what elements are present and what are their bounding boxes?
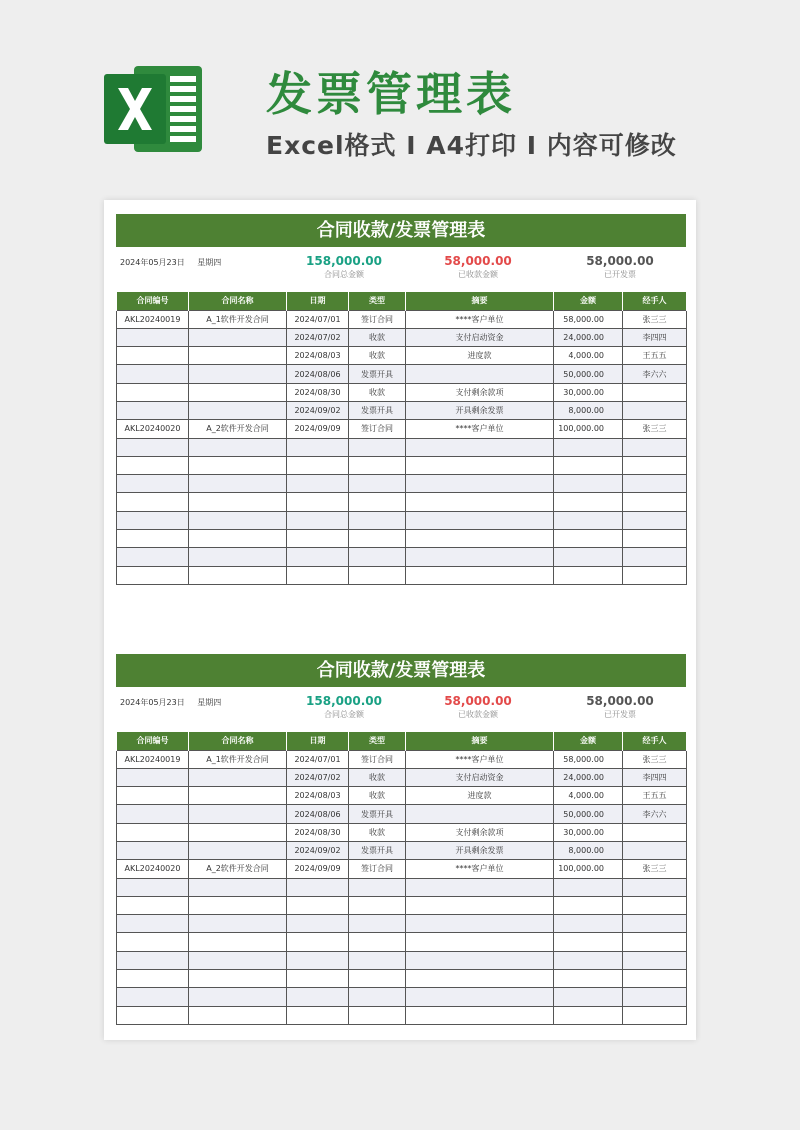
cell-type[interactable]	[349, 511, 406, 529]
cell-contract-name[interactable]: A_2软件开发合同	[189, 420, 287, 438]
table-row	[117, 347, 687, 365]
invoice-table	[116, 292, 687, 585]
cell-type[interactable]	[349, 530, 406, 548]
column-header-summary: 摘要	[406, 732, 554, 750]
table-row	[117, 383, 687, 401]
cell-amount[interactable]	[554, 988, 623, 1006]
cell-date[interactable]: 2024/07/02	[287, 328, 349, 346]
cell-type[interactable]: 签订合同	[349, 860, 406, 878]
cell-date[interactable]: 2024/09/09	[287, 420, 349, 438]
table-row	[117, 841, 687, 859]
cell-contract-name[interactable]	[189, 970, 287, 988]
table-row	[117, 787, 687, 805]
table-header-row	[117, 732, 687, 750]
cell-amount[interactable]	[554, 548, 623, 566]
cell-date[interactable]: 2024/07/01	[287, 310, 349, 328]
stat-value: 158,000.00	[306, 254, 382, 268]
cell-summary[interactable]: 开具剩余发票	[406, 401, 554, 419]
stat-value: 58,000.00	[444, 694, 512, 708]
cell-summary[interactable]	[406, 915, 554, 933]
cell-date[interactable]: 2024/07/01	[287, 750, 349, 768]
cell-amount[interactable]: 58,000.00	[554, 310, 623, 328]
cell-contract-name[interactable]	[189, 988, 287, 1006]
table-row	[117, 420, 687, 438]
cell-contract-name[interactable]	[189, 933, 287, 951]
cell-summary[interactable]	[406, 548, 554, 566]
table-row	[117, 548, 687, 566]
table-row	[117, 896, 687, 914]
stat-received	[428, 254, 528, 280]
cell-contract-no[interactable]	[117, 988, 189, 1006]
cell-type[interactable]	[349, 438, 406, 456]
cell-date[interactable]	[287, 511, 349, 529]
cell-type[interactable]	[349, 566, 406, 584]
date-text: 2024年05月23日	[120, 698, 185, 707]
table-row	[117, 933, 687, 951]
cell-contract-name[interactable]	[189, 347, 287, 365]
cell-contract-no[interactable]	[117, 933, 189, 951]
page-subtitle: Excel格式 I A4打印 I 内容可修改	[266, 131, 677, 160]
cell-handler[interactable]: 李六六	[623, 365, 687, 383]
cell-date[interactable]: 2024/09/02	[287, 401, 349, 419]
table-row	[117, 328, 687, 346]
cell-type[interactable]	[349, 548, 406, 566]
column-header-contract-no: 合同编号	[117, 292, 189, 310]
cell-amount[interactable]	[554, 951, 623, 969]
cell-handler[interactable]: 张三三	[623, 750, 687, 768]
cell-amount[interactable]: 50,000.00	[554, 805, 623, 823]
cell-handler[interactable]	[623, 823, 687, 841]
cell-date[interactable]: 2024/08/06	[287, 365, 349, 383]
invoice-table	[116, 732, 687, 1025]
cell-contract-no[interactable]	[117, 1006, 189, 1024]
stat-value: 58,000.00	[586, 694, 654, 708]
cell-handler[interactable]	[623, 548, 687, 566]
cell-handler[interactable]: 李四四	[623, 328, 687, 346]
cell-contract-name[interactable]	[189, 530, 287, 548]
table-row	[117, 915, 687, 933]
table-row	[117, 438, 687, 456]
cell-summary[interactable]	[406, 878, 554, 896]
cell-type[interactable]: 收款	[349, 328, 406, 346]
cell-handler[interactable]	[623, 878, 687, 896]
cell-contract-no[interactable]	[117, 365, 189, 383]
cell-handler[interactable]	[623, 438, 687, 456]
summary-bar	[116, 247, 686, 292]
cell-type[interactable]: 收款	[349, 823, 406, 841]
cell-type[interactable]	[349, 878, 406, 896]
table-row	[117, 365, 687, 383]
cell-amount[interactable]: 8,000.00	[554, 841, 623, 859]
cell-amount[interactable]: 50,000.00	[554, 365, 623, 383]
cell-type[interactable]: 发票开具	[349, 805, 406, 823]
cell-type[interactable]	[349, 475, 406, 493]
cell-summary[interactable]	[406, 988, 554, 1006]
stat-received	[428, 694, 528, 720]
cell-type[interactable]	[349, 970, 406, 988]
report-date	[120, 257, 231, 268]
cell-handler[interactable]	[623, 841, 687, 859]
cell-date[interactable]: 2024/09/02	[287, 841, 349, 859]
table-row	[117, 530, 687, 548]
cell-contract-name[interactable]: A_1软件开发合同	[189, 750, 287, 768]
cell-handler[interactable]	[623, 475, 687, 493]
stat-value: 58,000.00	[586, 254, 654, 268]
cell-amount[interactable]: 4,000.00	[554, 347, 623, 365]
cell-contract-name[interactable]	[189, 493, 287, 511]
cell-date[interactable]	[287, 878, 349, 896]
cell-summary[interactable]	[406, 475, 554, 493]
cell-summary[interactable]	[406, 951, 554, 969]
cell-type[interactable]	[349, 933, 406, 951]
column-header-date: 日期	[287, 732, 349, 750]
cell-type[interactable]: 发票开具	[349, 365, 406, 383]
cell-handler[interactable]: 李四四	[623, 768, 687, 786]
cell-summary[interactable]	[406, 933, 554, 951]
cell-summary[interactable]	[406, 896, 554, 914]
cell-type[interactable]: 签订合同	[349, 750, 406, 768]
summary-bar	[116, 687, 686, 732]
cell-contract-name[interactable]: A_1软件开发合同	[189, 310, 287, 328]
cell-contract-name[interactable]: A_2软件开发合同	[189, 860, 287, 878]
sheet-title: 合同收款/发票管理表	[116, 214, 686, 247]
cell-contract-no[interactable]: AKL20240020	[117, 420, 189, 438]
stat-contract-total	[294, 254, 394, 280]
cell-summary[interactable]	[406, 438, 554, 456]
cell-type[interactable]: 收款	[349, 768, 406, 786]
cell-handler[interactable]	[623, 951, 687, 969]
cell-summary[interactable]: 开具剩余发票	[406, 841, 554, 859]
cell-handler[interactable]	[623, 988, 687, 1006]
column-header-type: 类型	[349, 292, 406, 310]
stat-value: 158,000.00	[306, 694, 382, 708]
cell-contract-no[interactable]	[117, 383, 189, 401]
cell-amount[interactable]	[554, 878, 623, 896]
cell-type[interactable]	[349, 1006, 406, 1024]
cell-amount[interactable]	[554, 456, 623, 474]
cell-summary[interactable]	[406, 566, 554, 584]
cell-summary[interactable]: ****客户单位	[406, 750, 554, 768]
cell-contract-name[interactable]	[189, 475, 287, 493]
cell-contract-name[interactable]	[189, 401, 287, 419]
table-row	[117, 475, 687, 493]
table-row	[117, 456, 687, 474]
stat-label: 合同总金额	[324, 710, 364, 719]
cell-date[interactable]	[287, 933, 349, 951]
cell-date[interactable]	[287, 438, 349, 456]
cell-type[interactable]	[349, 896, 406, 914]
cell-summary[interactable]: 支付剩余款项	[406, 823, 554, 841]
cell-summary[interactable]	[406, 530, 554, 548]
cell-amount[interactable]	[554, 493, 623, 511]
cell-contract-name[interactable]	[189, 1006, 287, 1024]
cell-date[interactable]: 2024/08/30	[287, 383, 349, 401]
cell-amount[interactable]: 4,000.00	[554, 787, 623, 805]
sheet-title: 合同收款/发票管理表	[116, 654, 686, 687]
cell-handler[interactable]	[623, 915, 687, 933]
cell-handler[interactable]	[623, 896, 687, 914]
date-text: 2024年05月23日	[120, 258, 185, 267]
cell-type[interactable]	[349, 988, 406, 1006]
cell-contract-no[interactable]	[117, 438, 189, 456]
cell-summary[interactable]	[406, 970, 554, 988]
cell-summary[interactable]: ****客户单位	[406, 310, 554, 328]
column-header-handler: 经手人	[623, 732, 687, 750]
stat-label: 合同总金额	[324, 270, 364, 279]
stat-label: 已收款金额	[458, 710, 498, 719]
cell-date[interactable]	[287, 970, 349, 988]
cell-amount[interactable]	[554, 566, 623, 584]
cell-amount[interactable]	[554, 970, 623, 988]
cell-handler[interactable]	[623, 566, 687, 584]
cell-amount[interactable]: 24,000.00	[554, 328, 623, 346]
cell-contract-no[interactable]	[117, 878, 189, 896]
invoice-sheet-1	[116, 214, 686, 585]
cell-contract-no[interactable]	[117, 805, 189, 823]
stat-label: 已收款金额	[458, 270, 498, 279]
cell-handler[interactable]	[623, 1006, 687, 1024]
cell-contract-no[interactable]: AKL20240019	[117, 310, 189, 328]
cell-type[interactable]: 发票开具	[349, 401, 406, 419]
table-row	[117, 951, 687, 969]
column-header-handler: 经手人	[623, 292, 687, 310]
cell-date[interactable]: 2024/08/06	[287, 805, 349, 823]
cell-type[interactable]	[349, 951, 406, 969]
table-header-row	[117, 292, 687, 310]
cell-contract-no[interactable]	[117, 566, 189, 584]
cell-type[interactable]: 签订合同	[349, 310, 406, 328]
cell-contract-no[interactable]	[117, 915, 189, 933]
cell-date[interactable]	[287, 456, 349, 474]
table-row	[117, 823, 687, 841]
cell-date[interactable]	[287, 896, 349, 914]
cell-summary[interactable]: 支付剩余款项	[406, 383, 554, 401]
cell-amount[interactable]	[554, 438, 623, 456]
cell-amount[interactable]	[554, 475, 623, 493]
cell-summary[interactable]: 进度款	[406, 787, 554, 805]
cell-contract-name[interactable]	[189, 896, 287, 914]
table-row	[117, 493, 687, 511]
cell-contract-name[interactable]	[189, 823, 287, 841]
column-header-contract-no: 合同编号	[117, 732, 189, 750]
stat-label: 已开发票	[604, 710, 636, 719]
stat-label: 已开发票	[604, 270, 636, 279]
cell-date[interactable]	[287, 530, 349, 548]
cell-contract-no[interactable]: AKL20240019	[117, 750, 189, 768]
cell-handler[interactable]: 王五五	[623, 787, 687, 805]
cell-contract-no[interactable]	[117, 456, 189, 474]
cell-amount[interactable]: 100,000.00	[554, 860, 623, 878]
cell-amount[interactable]: 24,000.00	[554, 768, 623, 786]
cell-date[interactable]	[287, 548, 349, 566]
cell-date[interactable]: 2024/07/02	[287, 768, 349, 786]
cell-contract-no[interactable]	[117, 493, 189, 511]
weekday-text: 星期四	[197, 698, 222, 707]
cell-handler[interactable]	[623, 456, 687, 474]
table-row	[117, 768, 687, 786]
cell-contract-no[interactable]	[117, 511, 189, 529]
invoice-sheet-2	[116, 654, 686, 1025]
cell-handler[interactable]	[623, 530, 687, 548]
cell-handler[interactable]: 李六六	[623, 805, 687, 823]
cell-contract-no[interactable]	[117, 841, 189, 859]
excel-logo-icon	[104, 60, 204, 158]
cell-summary[interactable]	[406, 493, 554, 511]
cell-contract-name[interactable]	[189, 841, 287, 859]
cell-amount[interactable]	[554, 530, 623, 548]
cell-summary[interactable]	[406, 805, 554, 823]
table-row	[117, 310, 687, 328]
cell-contract-no[interactable]	[117, 401, 189, 419]
table-row	[117, 566, 687, 584]
table-row	[117, 750, 687, 768]
cell-date[interactable]: 2024/08/30	[287, 823, 349, 841]
column-header-summary: 摘要	[406, 292, 554, 310]
cell-date[interactable]	[287, 988, 349, 1006]
stat-invoiced	[570, 254, 670, 280]
column-header-contract-name: 合同名称	[189, 292, 287, 310]
cell-amount[interactable]	[554, 915, 623, 933]
cell-type[interactable]	[349, 493, 406, 511]
cell-contract-no[interactable]	[117, 328, 189, 346]
cell-handler[interactable]	[623, 511, 687, 529]
cell-date[interactable]	[287, 951, 349, 969]
cell-contract-no[interactable]	[117, 896, 189, 914]
cell-handler[interactable]	[623, 970, 687, 988]
cell-date[interactable]	[287, 566, 349, 584]
stat-invoiced	[570, 694, 670, 720]
cell-contract-name[interactable]	[189, 365, 287, 383]
cell-contract-no[interactable]	[117, 347, 189, 365]
cell-handler[interactable]: 张三三	[623, 420, 687, 438]
cell-contract-no[interactable]	[117, 530, 189, 548]
cell-date[interactable]: 2024/08/03	[287, 347, 349, 365]
cell-contract-no[interactable]	[117, 823, 189, 841]
cell-amount[interactable]: 30,000.00	[554, 383, 623, 401]
column-header-date: 日期	[287, 292, 349, 310]
column-header-type: 类型	[349, 732, 406, 750]
cell-contract-no[interactable]	[117, 475, 189, 493]
table-row	[117, 860, 687, 878]
cell-handler[interactable]: 张三三	[623, 310, 687, 328]
cell-date[interactable]	[287, 915, 349, 933]
cell-handler[interactable]	[623, 401, 687, 419]
cell-contract-name[interactable]	[189, 951, 287, 969]
table-row	[117, 511, 687, 529]
cell-summary[interactable]: ****客户单位	[406, 860, 554, 878]
column-header-amount: 金额	[554, 292, 623, 310]
cell-type[interactable]: 收款	[349, 787, 406, 805]
cell-handler[interactable]: 张三三	[623, 860, 687, 878]
cell-contract-name[interactable]	[189, 438, 287, 456]
cell-handler[interactable]	[623, 933, 687, 951]
cell-contract-name[interactable]	[189, 878, 287, 896]
cell-contract-name[interactable]	[189, 805, 287, 823]
cell-date[interactable]: 2024/09/09	[287, 860, 349, 878]
cell-contract-name[interactable]	[189, 328, 287, 346]
cell-amount[interactable]	[554, 1006, 623, 1024]
report-date	[120, 697, 231, 708]
cell-date[interactable]	[287, 493, 349, 511]
cell-type[interactable]	[349, 456, 406, 474]
cell-summary[interactable]	[406, 456, 554, 474]
cell-contract-no[interactable]: AKL20240020	[117, 860, 189, 878]
table-row	[117, 1006, 687, 1024]
cell-contract-no[interactable]	[117, 787, 189, 805]
cell-amount[interactable]: 8,000.00	[554, 401, 623, 419]
table-row	[117, 805, 687, 823]
cell-handler[interactable]	[623, 493, 687, 511]
cell-contract-name[interactable]	[189, 915, 287, 933]
cell-summary[interactable]: 支付启动资金	[406, 328, 554, 346]
cell-contract-no[interactable]	[117, 768, 189, 786]
stat-value: 58,000.00	[444, 254, 512, 268]
table-row	[117, 988, 687, 1006]
cell-contract-name[interactable]	[189, 548, 287, 566]
cell-type[interactable]: 签订合同	[349, 420, 406, 438]
cell-date[interactable]	[287, 1006, 349, 1024]
cell-amount[interactable]: 30,000.00	[554, 823, 623, 841]
cell-summary[interactable]: ****客户单位	[406, 420, 554, 438]
table-row	[117, 970, 687, 988]
stat-contract-total	[294, 694, 394, 720]
column-header-contract-name: 合同名称	[189, 732, 287, 750]
cell-type[interactable]: 发票开具	[349, 841, 406, 859]
cell-amount[interactable]	[554, 511, 623, 529]
cell-amount[interactable]: 100,000.00	[554, 420, 623, 438]
weekday-text: 星期四	[197, 258, 222, 267]
cell-amount[interactable]	[554, 896, 623, 914]
table-row	[117, 878, 687, 896]
cell-handler[interactable]	[623, 383, 687, 401]
page-title: 发票管理表	[266, 67, 516, 121]
cell-contract-name[interactable]	[189, 566, 287, 584]
table-row	[117, 401, 687, 419]
cell-summary[interactable]: 支付启动资金	[406, 768, 554, 786]
cell-contract-name[interactable]	[189, 768, 287, 786]
cell-contract-name[interactable]	[189, 383, 287, 401]
cell-date[interactable]: 2024/08/03	[287, 787, 349, 805]
cell-type[interactable]	[349, 915, 406, 933]
cell-contract-name[interactable]	[189, 456, 287, 474]
cell-amount[interactable]	[554, 933, 623, 951]
cell-contract-name[interactable]	[189, 511, 287, 529]
column-header-amount: 金额	[554, 732, 623, 750]
cell-summary[interactable]	[406, 365, 554, 383]
cell-contract-no[interactable]	[117, 548, 189, 566]
cell-summary[interactable]: 进度款	[406, 347, 554, 365]
cell-summary[interactable]	[406, 511, 554, 529]
cell-contract-no[interactable]	[117, 970, 189, 988]
cell-type[interactable]: 收款	[349, 383, 406, 401]
cell-amount[interactable]: 58,000.00	[554, 750, 623, 768]
cell-handler[interactable]: 王五五	[623, 347, 687, 365]
cell-summary[interactable]	[406, 1006, 554, 1024]
cell-date[interactable]	[287, 475, 349, 493]
cell-contract-name[interactable]	[189, 787, 287, 805]
cell-contract-no[interactable]	[117, 951, 189, 969]
cell-type[interactable]: 收款	[349, 347, 406, 365]
